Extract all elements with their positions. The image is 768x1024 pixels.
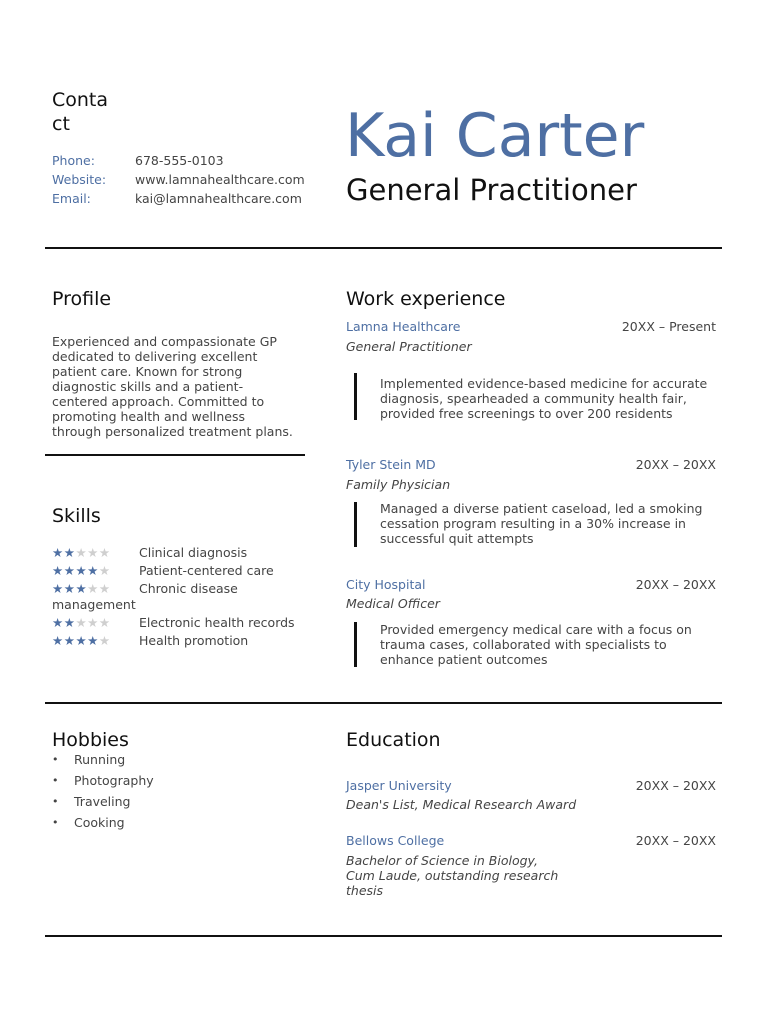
star-empty-icon: ★	[87, 614, 99, 630]
rating-stars	[52, 545, 139, 560]
star-empty-icon: ★	[98, 580, 111, 596]
job-title: General Practitioner	[346, 173, 637, 207]
star-filled-icon: ★	[52, 562, 64, 578]
rating-stars	[52, 563, 139, 578]
contact-heading-line1: Conta	[52, 89, 109, 111]
star-filled-icon: ★	[52, 544, 64, 560]
profile-heading: Profile	[52, 288, 112, 310]
school-dates: 20XX – 20XX	[635, 778, 716, 793]
school-details	[346, 797, 576, 812]
job-company: Lamna Healthcare	[346, 319, 461, 334]
hobby-item: • Traveling	[52, 793, 154, 814]
skill-name: Patient-centered care	[139, 562, 274, 578]
hobby-item: • Running	[52, 751, 154, 772]
skill-name: Clinical diagnosis	[139, 544, 248, 560]
contact-heading-line2: ct	[52, 113, 70, 135]
website-link[interactable]: www.lamnahealthcare.com	[135, 172, 305, 187]
job-description-line: Implemented evidence-based medicine for accurate	[380, 376, 708, 391]
hobby-item: • Cooking	[52, 814, 154, 835]
job-accent-bar	[354, 373, 357, 420]
star-empty-icon: ★	[98, 544, 111, 560]
skill-row	[52, 561, 312, 579]
job-description	[380, 501, 720, 546]
rating-stars	[52, 633, 139, 648]
skill-name: Chronic disease	[139, 580, 238, 596]
job-dates: 20XX – 20XX	[635, 577, 716, 592]
star-empty-icon: ★	[98, 614, 111, 630]
star-empty-icon: ★	[75, 614, 88, 630]
star-filled-icon: ★	[63, 562, 76, 578]
divider-profile	[45, 454, 305, 456]
job-description	[380, 622, 720, 667]
profile-line: patient care. Known for strong	[52, 364, 243, 379]
skill-row	[52, 631, 312, 649]
job-company: Tyler Stein MD	[346, 457, 436, 472]
skill-row	[52, 543, 312, 561]
contact-phone-row	[52, 151, 224, 170]
school-name: Bellows College	[346, 833, 445, 848]
profile-line: through personalized treatment plans.	[52, 424, 293, 439]
job-description	[380, 376, 720, 421]
education-heading: Education	[346, 729, 441, 751]
job-role: Medical Officer	[346, 596, 440, 611]
star-filled-icon: ★	[52, 632, 64, 648]
job-role: General Practitioner	[346, 339, 472, 354]
contact-email-row	[52, 189, 302, 208]
job-description-line: successful quit attempts	[380, 531, 534, 546]
contact-heading	[52, 88, 108, 136]
skill-row	[52, 579, 312, 597]
contact-website-row	[52, 170, 305, 189]
skill-row	[52, 613, 312, 631]
school-detail-line: Dean's List, Medical Research Award	[346, 797, 577, 812]
job-description-line: trauma cases, collaborated with specialists to	[380, 637, 667, 652]
star-filled-icon: ★	[52, 614, 64, 630]
school-name: Jasper University	[346, 778, 452, 793]
star-empty-icon: ★	[75, 544, 88, 560]
school-detail-line: Bachelor of Science in Biology,	[346, 853, 538, 868]
profile-line: dedicated to delivering excellent	[52, 349, 258, 364]
star-filled-icon: ★	[75, 580, 88, 596]
star-empty-icon: ★	[98, 632, 111, 648]
star-filled-icon: ★	[63, 614, 76, 630]
divider-middle	[45, 702, 722, 704]
job-accent-bar	[354, 502, 357, 547]
profile-line: diagnostic skills and a patient-	[52, 379, 244, 394]
skill-name: Health promotion	[139, 632, 249, 648]
skills-list	[52, 543, 312, 649]
email-link[interactable]: kai@lamnahealthcare.com	[135, 191, 302, 206]
job-company: City Hospital	[346, 577, 426, 592]
school-detail-line: Cum Laude, outstanding research	[346, 868, 559, 883]
job-accent-bar	[354, 622, 357, 667]
school-details	[346, 853, 586, 898]
rating-stars	[52, 581, 139, 596]
job-description-line: provided free screenings to over 200 residents	[380, 406, 673, 421]
phone-value[interactable]: 678-555-0103	[135, 153, 224, 168]
star-filled-icon: ★	[87, 632, 99, 648]
hobbies-list	[52, 751, 154, 835]
profile-line: centered approach. Committed to	[52, 394, 265, 409]
job-description-line: enhance patient outcomes	[380, 652, 548, 667]
job-description-line: Provided emergency medical care with a focus on	[380, 622, 692, 637]
star-filled-icon: ★	[87, 562, 99, 578]
name-heading: Kai Carter	[345, 101, 645, 171]
divider-header	[45, 247, 722, 249]
email-label: Email:	[52, 191, 91, 206]
job-dates: 20XX – Present	[621, 319, 716, 334]
profile-line: promoting health and wellness	[52, 409, 246, 424]
website-label: Website:	[52, 172, 107, 187]
star-filled-icon: ★	[75, 562, 88, 578]
rating-stars	[52, 615, 139, 630]
job-description-line: diagnosis, spearheaded a community health fair,	[380, 391, 687, 406]
star-empty-icon: ★	[87, 580, 99, 596]
phone-label: Phone:	[52, 153, 95, 168]
job-description-line: Managed a diverse patient caseload, led a smoking	[380, 501, 703, 516]
job-role: Family Physician	[346, 477, 451, 492]
school-detail-line: thesis	[346, 883, 384, 898]
hobby-item: • Photography	[52, 772, 154, 793]
star-filled-icon: ★	[52, 580, 64, 596]
job-description-line: cessation program resulting in a 30% increase in	[380, 516, 686, 531]
hobbies-heading: Hobbies	[52, 729, 129, 751]
divider-bottom	[45, 935, 722, 937]
school-dates: 20XX – 20XX	[635, 833, 716, 848]
skill-name: Electronic health records	[139, 614, 295, 630]
star-filled-icon: ★	[75, 632, 88, 648]
star-filled-icon: ★	[63, 580, 76, 596]
job-dates: 20XX – 20XX	[635, 457, 716, 472]
profile-line: Experienced and compassionate GP	[52, 334, 277, 349]
star-empty-icon: ★	[87, 544, 99, 560]
star-empty-icon: ★	[98, 562, 111, 578]
skill-name-continued: management	[52, 597, 136, 612]
work-heading: Work experience	[346, 288, 506, 310]
star-filled-icon: ★	[63, 544, 76, 560]
profile-text	[52, 334, 312, 439]
skills-heading: Skills	[52, 505, 101, 527]
star-filled-icon: ★	[63, 632, 76, 648]
